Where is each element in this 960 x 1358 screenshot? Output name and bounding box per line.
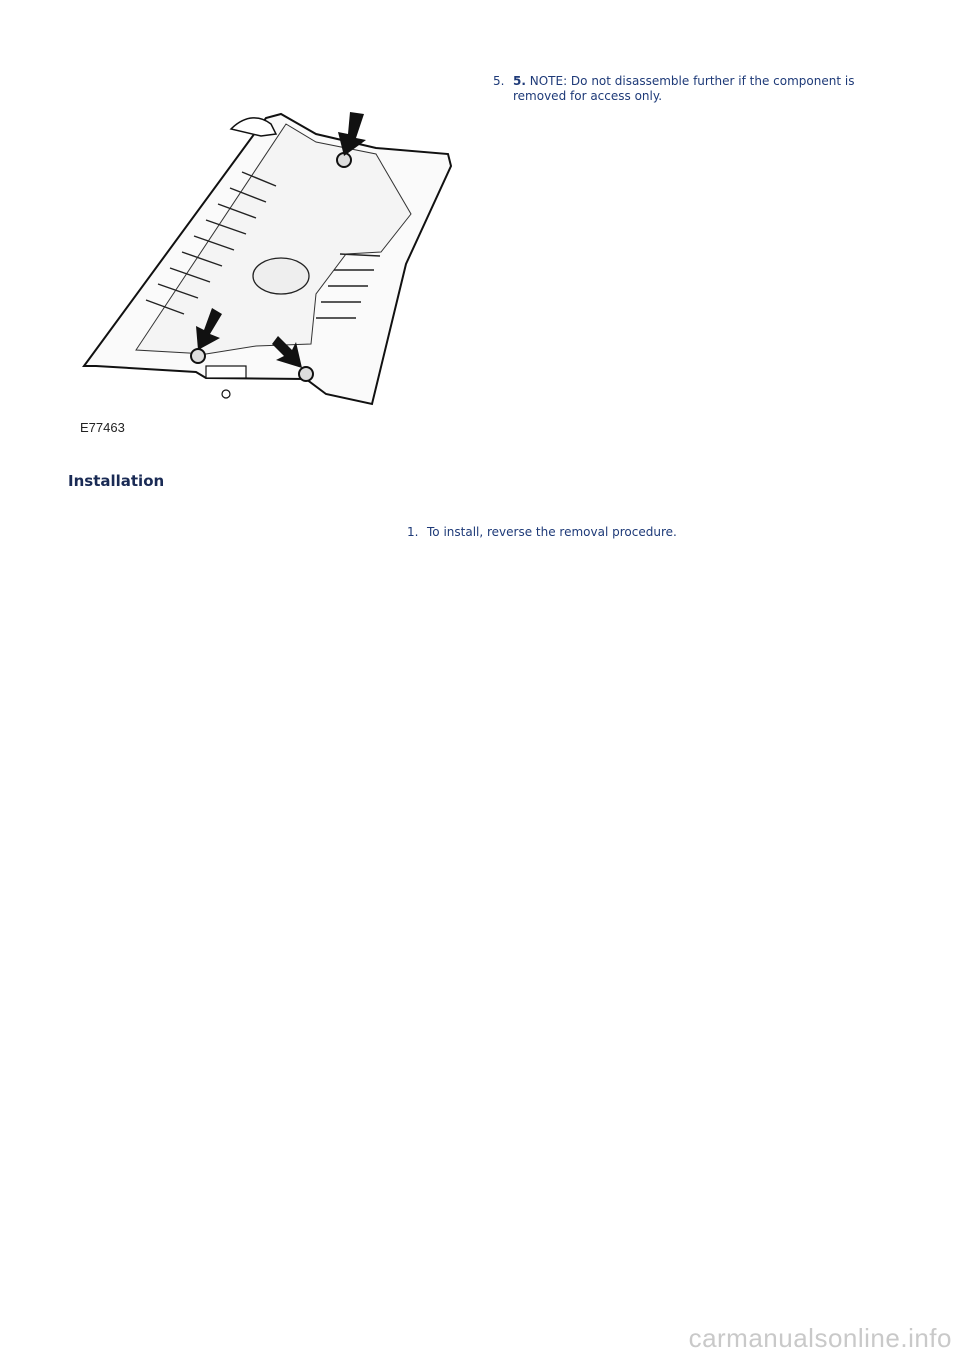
step-5-text [513, 74, 883, 104]
figure-id: E77463 [80, 420, 125, 435]
installation-heading: Installation [68, 472, 165, 490]
step-1-number: 1. [407, 525, 419, 539]
fastener-left [191, 349, 205, 363]
fastener-right [299, 367, 313, 381]
step-5-note: NOTE: Do not disassemble further if the component is removed for access only. [513, 74, 855, 103]
step-1-text: To install, reverse the removal procedure. [427, 525, 677, 539]
step-5-number: 5. [493, 74, 505, 88]
trim-panel-illustration [76, 104, 460, 444]
bottom-bracket [206, 366, 246, 378]
panel-round-feature [253, 258, 309, 294]
site-watermark: carmanualsonline.info [688, 1323, 952, 1353]
step-5-label: 5. [513, 74, 526, 88]
